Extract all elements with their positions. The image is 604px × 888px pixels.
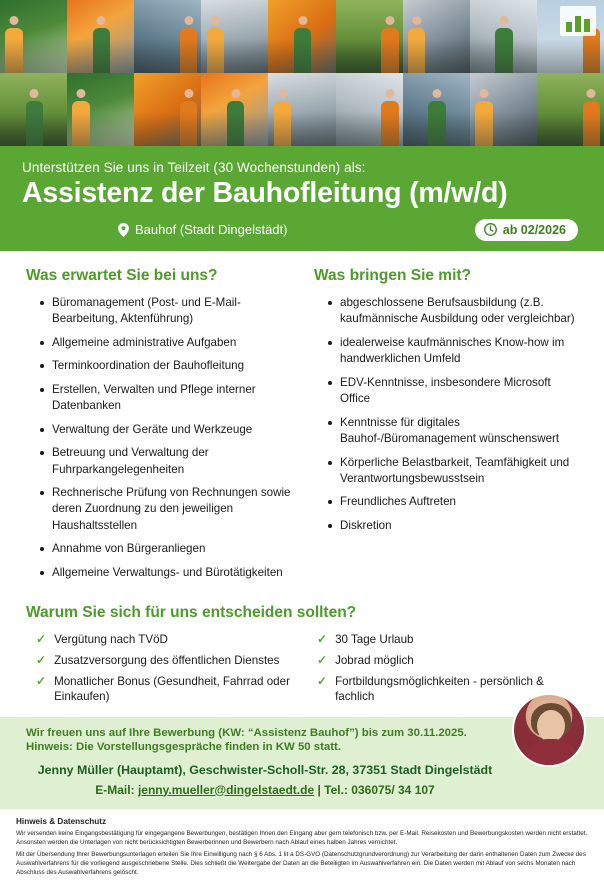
application-deadline-text: Wir freuen uns auf Ihre Bewerbung (KW: “Assistenz Bauhof”) bis zum 30.11.2025. <box>26 726 467 739</box>
contact-section <box>0 717 604 809</box>
contact-person-address: Jenny Müller (Hauptamt), Geschwister-Scholl-Str. 28, 37351 Stadt Dingelstädt <box>37 762 493 777</box>
collage-photo <box>134 73 201 146</box>
list-item: Diskretion <box>330 518 584 534</box>
collage-photo <box>537 73 604 146</box>
tasks-list <box>26 295 296 581</box>
requirements-heading: Was bringen Sie mit? <box>314 266 472 284</box>
list-item: Kenntnisse für digitales Bauhof-/Büromanagement wünschenswert <box>330 415 584 448</box>
check-icon: ✓ <box>36 632 47 647</box>
collage-photo <box>134 0 201 73</box>
list-item: Annahme von Bürgeranliegen <box>42 541 296 557</box>
collage-photo <box>336 73 403 146</box>
privacy-footer <box>0 809 604 888</box>
page-title: Assistenz der Bauhofleitung (m/w/d) <box>22 177 508 209</box>
list-item: Allgemeine Verwaltungs- und Bürotätigkeiten <box>42 565 296 581</box>
list-item: idealerweise kaufmännisches Know-how im handwerklichen Umfeld <box>330 335 584 368</box>
list-item: Körperliche Belastbarkeit, Teamfähigkeit und Verantwortungsbewusstsein <box>330 455 584 488</box>
collage-photo <box>67 73 134 146</box>
list-item: Terminkoordination der Bauhofleitung <box>42 358 296 374</box>
benefit-item <box>36 674 303 704</box>
list-item: Erstellen, Verwalten und Pflege interner Datenbanken <box>42 382 296 415</box>
contact-mail-row <box>26 783 584 797</box>
job-title-band <box>0 146 604 251</box>
check-icon: ✓ <box>317 653 328 668</box>
benefits-grid <box>26 632 584 704</box>
collage-photo <box>0 0 67 73</box>
mail-label: E-Mail: <box>95 782 135 797</box>
collage-photo <box>268 73 335 146</box>
check-icon: ✓ <box>317 632 328 647</box>
collage-photo <box>0 73 67 146</box>
column-tasks <box>26 267 296 588</box>
collage-photo <box>470 73 537 146</box>
benefit-label: Jobrad möglich <box>335 654 414 668</box>
collage-photo <box>403 73 470 146</box>
list-item: Allgemeine administrative Aufgaben <box>42 335 296 351</box>
column-requirements <box>314 267 584 588</box>
requirements-list <box>314 295 584 534</box>
job-kicker: Unterstützen Sie uns in Teilzeit (30 Wochenstunden) als: <box>22 160 366 175</box>
list-item: Freundliches Auftreten <box>330 494 584 510</box>
collage-photo <box>336 0 403 73</box>
tasks-heading: Was erwartet Sie bei uns? <box>26 266 218 284</box>
job-meta-row <box>22 219 582 241</box>
collage-photo <box>201 73 268 146</box>
photo-collage-header <box>0 0 604 146</box>
city-logo-icon <box>560 6 596 36</box>
benefit-label: 30 Tage Urlaub <box>335 633 414 647</box>
location-pin-icon <box>118 223 129 237</box>
job-location <box>118 222 287 237</box>
contact-portrait-avatar <box>512 693 586 767</box>
interview-note-text: Hinweis: Die Vorstellungsgespräche finden in KW 50 statt. <box>26 740 341 753</box>
benefit-item <box>36 653 303 668</box>
job-details-columns <box>0 251 604 588</box>
collage-photo <box>403 0 470 73</box>
benefit-label: Fortbildungsmöglichkeiten - persönlich & fachlich <box>335 675 544 704</box>
benefits-section <box>0 588 604 704</box>
collage-photo <box>67 0 134 73</box>
list-item: Betreuung und Verwaltung der Fuhrparkangelegenheiten <box>42 445 296 478</box>
check-icon: ✓ <box>36 653 47 668</box>
check-icon: ✓ <box>36 674 47 689</box>
benefit-label: Vergütung nach TVöD <box>54 633 168 647</box>
benefit-item <box>317 632 584 647</box>
collage-photo <box>268 0 335 73</box>
privacy-heading: Hinweis & Datenschutz <box>16 816 107 826</box>
clock-icon <box>484 223 497 236</box>
list-item: Rechnerische Prüfung von Rechnungen sowie deren Zuordnung zu den jeweiligen Haushaltsstellen <box>42 485 296 534</box>
list-item: abgeschlossene Berufsausbildung (z.B. kaufmännische Ausbildung oder vergleichbar) <box>330 295 584 328</box>
check-icon: ✓ <box>317 674 328 689</box>
list-item: EDV-Kenntnisse, insbesondere Microsoft Office <box>330 375 584 408</box>
start-date-label: ab 02/2026 <box>502 222 566 237</box>
collage-photo <box>470 0 537 73</box>
privacy-paragraph: Mit der Übersendung Ihrer Bewerbungsunterlagen erteilen Sie Ihre Einwilligung nach § 6 Abs. 1 lit a DS-GVO (Datenschutzgrundverordnung) zur Verarbeitung der darin enthaltenen Daten zum Zwecke des Auswahlverfahrens für die vorliegend ausgeschriebene Stelle. Dies schließt die Weitergabe der Daten an die Beteiligten im Auswahlverfahren ein. Die Daten werden mit Ablauf von sechs Monaten nach Abschluss des Auswahlverfahrens gelöscht. <box>16 850 586 877</box>
tel-label: | Tel.: <box>317 782 348 797</box>
benefit-label: Zusatzversorgung des öffentlichen Dienstes <box>54 654 280 668</box>
benefit-label: Monatlicher Bonus (Gesundheit, Fahrrad oder Einkaufen) <box>54 675 290 704</box>
collage-photo <box>201 0 268 73</box>
list-item: Verwaltung der Geräte und Werkzeuge <box>42 422 296 438</box>
start-date-badge <box>475 219 578 241</box>
privacy-paragraph: Wir versenden keine Eingangsbestätigung für eingegangene Bewerbungen, bestätigen Ihnen den Eingang aber gern telefonisch bzw. per E-Mail. Reisekosten und Bewerbungskosten werden nicht erstattet. Ansonsten werden die Unterlagen von nicht berücksichtigten Bewerberinnen und Bewerbern nach Ablauf eines halben Jahres vernichtet. <box>16 829 588 846</box>
benefits-heading: Warum Sie sich für uns entscheiden sollten? <box>26 604 357 622</box>
benefit-item <box>36 632 303 647</box>
contact-email-link[interactable]: jenny.mueller@dingelstaedt.de <box>137 782 315 797</box>
job-location-label: Bauhof (Stadt Dingelstädt) <box>135 222 288 238</box>
contact-phone-value: 036075/ 34 107 <box>351 782 435 797</box>
benefit-item <box>317 653 584 668</box>
list-item: Büromanagement (Post- und E-Mail-Bearbeitung, Aktenführung) <box>42 295 296 328</box>
